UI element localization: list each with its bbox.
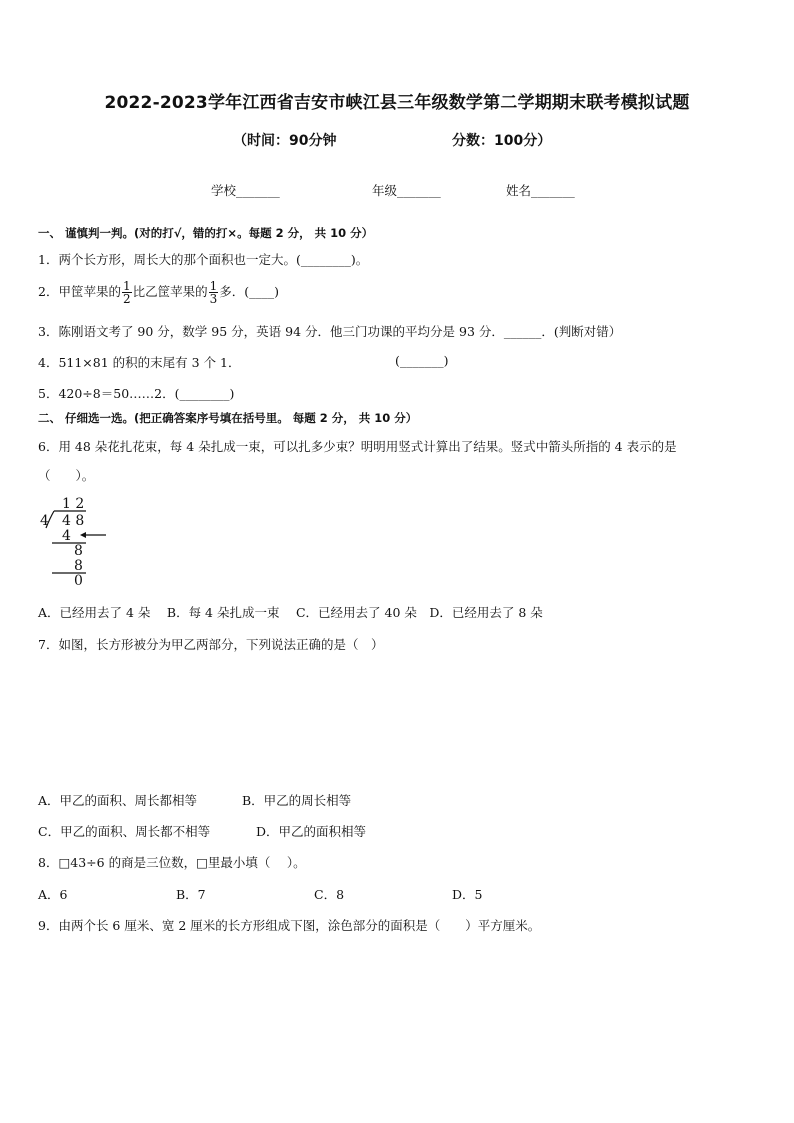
exam-time: （时间：90分钟 [233, 133, 337, 149]
question-7: 7．如图，长方形被分为甲乙两部分，下列说法正确的是（ ） [38, 637, 384, 652]
question-4-answer-blank[interactable]: (_______) [395, 353, 449, 368]
question-5: 5．420÷8＝50……2．(________) [38, 386, 235, 401]
school-field[interactable]: 学校_______ [211, 183, 280, 198]
question-7-option-c[interactable]: C．甲乙的面积、周长都不相等 [38, 824, 211, 839]
fraction-1-numerator: 1 [122, 279, 131, 293]
question-8-option-a[interactable]: A．6 [38, 887, 68, 902]
question-6-options: A．已经用去了 4 朵 B．每 4 朵扎成一束 C．已经用去了 40 朵 D．已经用去了 8 朵 [38, 605, 543, 620]
section-2-heading: 二、 仔细选一选。(把正确答案序号填在括号里。 每题 2 分， 共 10 分） [38, 411, 418, 425]
question-3: 3．陈刚语文考了 90 分，数学 95 分，英语 94 分．他三门功课的平均分是 93 分．______．(判断对错） [38, 324, 622, 339]
question-9: 9．由两个长 6 厘米、宽 2 厘米的长方形组成下图，涂色部分的面积是（ ）平方厘米。 [38, 918, 541, 933]
exam-score: 分数：100分） [452, 133, 552, 149]
section-1-heading: 一、 谨慎判一判。(对的打√，错的打×。每题 2 分， 共 10 分） [38, 226, 374, 240]
question-8: 8．□43÷6 的商是三位数，□里最小填（ ）。 [38, 855, 306, 870]
division-dividend: 4 8 [62, 513, 85, 529]
question-1: 1．两个长方形，周长大的那个面积也一定大。(________)。 [38, 252, 369, 267]
division-divisor: 4 [40, 513, 49, 529]
fraction-one-third [209, 280, 219, 305]
fraction-one-half [122, 280, 132, 305]
long-division-diagram [34, 496, 124, 588]
division-quotient: 1 2 [62, 496, 85, 512]
division-remainder: 0 [74, 573, 83, 589]
question-6-line-1: 6．用 48 朵花扎花束，每 4 朵扎成一束，可以扎多少束？明明用竖式计算出了结果。竖式中箭头所指的 4 表示的是 [38, 439, 677, 454]
name-field[interactable]: 姓名_______ [506, 183, 575, 198]
question-8-option-d[interactable]: D．5 [452, 887, 483, 902]
question-2-middle: 比乙筐苹果的 [132, 284, 208, 299]
question-4: 4．511×81 的积的末尾有 3 个 1． [38, 355, 241, 370]
fraction-2-denominator: 3 [209, 292, 218, 306]
question-7-option-d[interactable]: D．甲乙的面积相等 [256, 824, 367, 839]
page-title: 2022-2023学年江西省吉安市峡江县三年级数学第二学期期末联考模拟试题 [104, 93, 690, 113]
question-2 [38, 280, 279, 305]
division-step-3: 8 [74, 558, 83, 574]
question-6-line-2: （ ）。 [38, 468, 95, 483]
division-step-1: 4 [62, 528, 71, 544]
grade-field[interactable]: 年级_______ [372, 183, 441, 198]
question-8-option-b[interactable]: B．7 [176, 887, 206, 902]
question-2-prefix: 2．甲筐苹果的 [38, 284, 121, 299]
question-8-option-c[interactable]: C．8 [314, 887, 345, 902]
fraction-2-numerator: 1 [209, 279, 218, 293]
question-7-option-a[interactable]: A．甲乙的面积、周长都相等 [38, 793, 198, 808]
division-step-2: 8 [74, 543, 83, 559]
question-2-suffix: 多．(____) [219, 284, 280, 299]
fraction-1-denominator: 2 [122, 292, 131, 306]
question-7-option-b[interactable]: B．甲乙的周长相等 [242, 793, 352, 808]
